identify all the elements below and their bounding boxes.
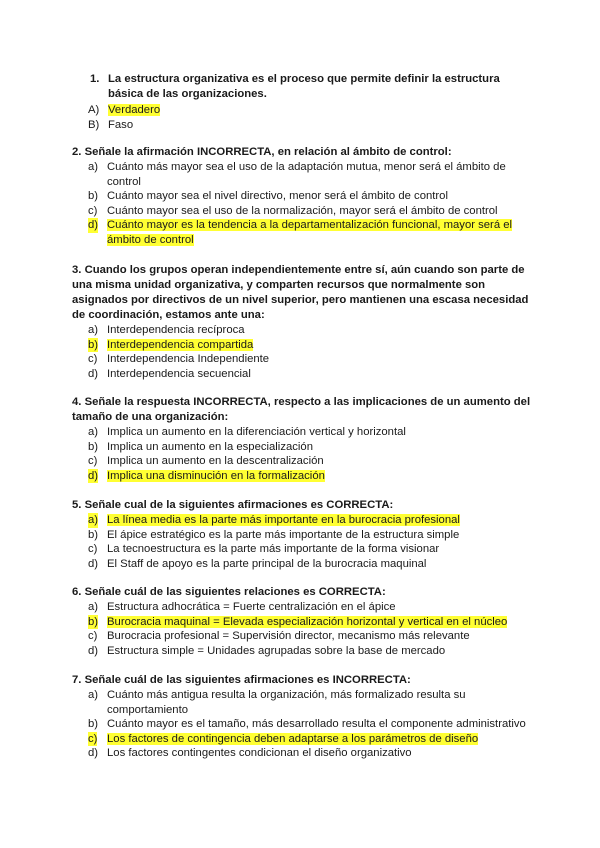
question-5-title <box>72 498 532 513</box>
option-b <box>72 118 532 133</box>
question-3 <box>72 263 532 381</box>
question-7-title <box>72 673 532 688</box>
option-list <box>72 425 532 483</box>
option-list <box>72 160 532 248</box>
option-c <box>72 204 532 219</box>
option-label: a) <box>88 161 99 173</box>
option-text-highlighted: Implica una disminución en la formalización <box>107 469 325 482</box>
option-b <box>72 528 532 543</box>
option-text: Los factores contingentes condicionan el diseño organizativo <box>107 747 412 760</box>
option-text: Cuánto más mayor sea el uso de la adaptación mutua, menor será el ámbito de control <box>107 161 506 188</box>
option-text: Burocracia profesional = Supervisión director, mecanismo más relevante <box>107 630 470 643</box>
option-text: El ápice estratégico es la parte más importante de la estructura simple <box>107 528 460 541</box>
option-text: Cuánto mayor es el tamaño, más desarrollado resulta el componente administrativo <box>107 718 526 731</box>
question-1 <box>72 72 532 132</box>
question-4-title <box>72 395 532 425</box>
option-label: b) <box>88 338 99 351</box>
option-b <box>72 189 532 204</box>
option-label: c) <box>88 455 98 468</box>
option-list <box>72 513 532 571</box>
option-text: Estructura adhocrática = Fuerte centralización en el ápice <box>107 601 396 613</box>
option-label: a) <box>88 426 99 438</box>
option-label: a) <box>88 601 99 613</box>
option-text: El Staff de apoyo es la parte principal de la burocracia maquinal <box>107 557 427 570</box>
option-label: b) <box>88 718 99 731</box>
option-a <box>72 103 532 118</box>
option-text-highlighted: La línea media es la parte más importante en la burocracia profesional <box>107 514 460 526</box>
option-b <box>72 615 532 630</box>
option-label: d) <box>88 219 99 232</box>
question-text: Cuando los grupos operan independientemente entre sí, aún cuando son parte de una misma unidad organizativa, y comparten recursos que normalmente son asignados por directivos de un nivel superior, pero mantienen una escasa necesidad de coordinación, estamos ante una: <box>72 264 529 321</box>
option-text: Cuánto mayor sea el nivel directivo, menor será el ámbito de control <box>107 190 448 203</box>
question-1-title <box>72 72 532 102</box>
option-text: Interdependencia secuencial <box>107 367 251 380</box>
option-label: c) <box>88 353 98 366</box>
option-c <box>72 454 532 469</box>
question-number: 3. <box>72 264 82 276</box>
option-label: B) <box>88 118 100 131</box>
option-list <box>72 323 532 381</box>
option-a <box>72 688 532 717</box>
question-5 <box>72 498 532 571</box>
option-label: d) <box>88 644 99 657</box>
option-label: a) <box>88 324 99 336</box>
option-text: La tecnoestructura es la parte más importante de la forma visionar <box>107 543 440 556</box>
question-number: 7. <box>72 674 82 686</box>
option-text: Implica un aumento en la especialización <box>107 440 313 453</box>
option-list <box>72 600 532 658</box>
question-6 <box>72 585 532 658</box>
option-text-highlighted: Verdadero <box>108 104 161 116</box>
option-text-highlighted: Interdependencia compartida <box>107 338 254 351</box>
option-label: b) <box>88 528 99 541</box>
option-label: d) <box>88 557 99 570</box>
option-a <box>72 425 532 440</box>
option-c <box>72 352 532 367</box>
option-d <box>72 644 532 659</box>
option-label: A) <box>88 104 100 116</box>
question-3-title <box>72 263 532 323</box>
option-label: c) <box>88 543 98 556</box>
question-number: 4. <box>72 396 82 408</box>
option-c <box>72 629 532 644</box>
option-label: c) <box>88 630 98 643</box>
option-label: d) <box>88 747 99 760</box>
question-text: Señale cuál de las siguientes relaciones es CORRECTA: <box>84 586 386 598</box>
option-text: Faso <box>108 118 134 131</box>
option-list <box>72 103 532 132</box>
option-text-highlighted: Burocracia maquinal = Elevada especialización horizontal y vertical en el núcleo <box>107 615 508 628</box>
question-number: 5. <box>72 499 82 511</box>
option-label: c) <box>88 204 98 217</box>
option-a <box>72 600 532 615</box>
question-text: Señale cuál de las siguientes afirmaciones es INCORRECTA: <box>84 674 411 686</box>
question-2-title <box>72 145 532 160</box>
option-label: b) <box>88 190 99 203</box>
option-d <box>72 557 532 572</box>
option-text: Interdependencia recíproca <box>107 324 245 336</box>
question-number: 2. <box>72 146 82 158</box>
option-label: d) <box>88 469 99 482</box>
option-label: d) <box>88 367 99 380</box>
question-text: Señale la respuesta INCORRECTA, respecto a las implicaciones de un aumento del tamaño de una organización: <box>72 396 531 423</box>
option-text: Estructura simple = Unidades agrupadas sobre la base de mercado <box>107 644 446 657</box>
option-d <box>72 469 532 484</box>
option-b <box>72 440 532 455</box>
question-6-title <box>72 585 532 600</box>
option-d <box>72 746 532 761</box>
question-7 <box>72 673 532 761</box>
question-number: 1. <box>90 73 100 85</box>
option-c <box>72 732 532 747</box>
question-2 <box>72 145 532 248</box>
option-a <box>72 323 532 338</box>
question-4 <box>72 395 532 483</box>
option-label: a) <box>88 689 99 701</box>
question-number: 6. <box>72 586 82 598</box>
option-text: Implica un aumento en la descentralización <box>107 455 324 468</box>
option-text-highlighted: Cuánto mayor es la tendencia a la departamentalización funcional, mayor será el ámbito de control <box>107 219 513 246</box>
option-b <box>72 338 532 353</box>
question-text: La estructura organizativa es el proceso que permite definir la estructura básica de las organizaciones. <box>108 73 500 100</box>
option-label: b) <box>88 615 99 628</box>
option-text: Cuánto mayor sea el uso de la normalización, mayor será el ámbito de control <box>107 204 498 217</box>
question-text: Señale la afirmación INCORRECTA, en relación al ámbito de control: <box>84 146 452 158</box>
option-a <box>72 513 532 528</box>
option-text: Implica un aumento en la diferenciación vertical y horizontal <box>107 426 406 438</box>
option-text: Cuánto más antigua resulta la organización, más formalizado resulta su comportamiento <box>107 689 466 716</box>
option-d <box>72 367 532 382</box>
option-text: Interdependencia Independiente <box>107 353 270 366</box>
question-text: Señale cual de la siguientes afirmaciones es CORRECTA: <box>84 499 394 511</box>
option-label: a) <box>88 514 99 526</box>
option-label: b) <box>88 440 99 453</box>
option-b <box>72 717 532 732</box>
option-label: c) <box>88 732 98 745</box>
option-d <box>72 218 532 247</box>
option-c <box>72 542 532 557</box>
option-list <box>72 688 532 761</box>
option-text-highlighted: Los factores de contingencia deben adaptarse a los parámetros de diseño <box>107 732 479 745</box>
option-a <box>72 160 532 189</box>
